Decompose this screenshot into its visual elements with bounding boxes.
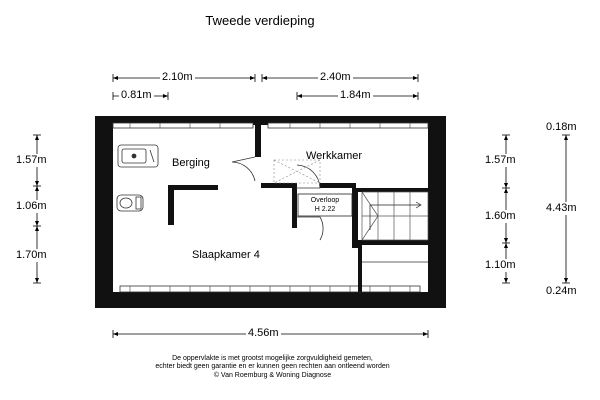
windows (113, 123, 428, 292)
wall-overloop-left (292, 183, 297, 228)
dim-left-3: 1.70m (16, 249, 47, 261)
wall-right (428, 116, 446, 308)
window-top-left (113, 123, 253, 128)
room-label-overloop: Overloop (310, 197, 340, 204)
washbasin-icon (118, 145, 158, 167)
wall-cupboard-left (358, 245, 362, 292)
dim-left-1: 1.57m (16, 154, 47, 166)
wall-berging-werkkamer (255, 125, 261, 157)
door-berging (232, 157, 255, 181)
disclaimer-line-2: echter biedt geen garantie en er kunnen geen rechten aan ontleend worden (155, 363, 390, 371)
room-label-slaapkamer: Slaapkamer 4 (192, 249, 260, 261)
dim-bottom-width: 4.56m (248, 327, 279, 339)
window-top-right (268, 123, 428, 128)
wall-overloop-right (352, 188, 358, 248)
wall-werkkamer-bottom-right (320, 183, 356, 188)
dim-right-2: 1.60m (485, 210, 516, 222)
wall-left (95, 116, 113, 308)
wall-berging-stub (168, 185, 174, 225)
disclaimer-line-3: © Van Roemburg & Woning Diagnose (213, 371, 332, 379)
disclaimer-line-1: De oppervlakte is met grootst mogelijke zorgvuldigheid gemeten, (172, 355, 373, 362)
disclaimer (0, 355, 545, 380)
dim-right-3: 1.10m (485, 259, 516, 271)
door-slaapkamer (297, 217, 323, 240)
dim-far-right-bottom: 0.24m (546, 285, 577, 297)
wall-stair-bottom (358, 240, 428, 245)
toilet-icon (117, 195, 143, 211)
werkkamer-hatch (274, 160, 320, 183)
staircase (362, 192, 428, 240)
door-werkkamer (296, 165, 320, 188)
wall-bottom (95, 292, 446, 308)
dim-top-right-inner: 1.84m (340, 89, 371, 101)
dim-top-right-width: 2.40m (320, 71, 351, 83)
dim-far-right-total: 4.43m (546, 202, 577, 214)
dim-top-left-offset: 0.81m (121, 89, 152, 101)
dim-right-1: 1.57m (485, 154, 516, 166)
dim-left-2: 1.06m (16, 200, 47, 212)
room-label-werkkamer: Werkkamer (306, 150, 363, 162)
overloop-height: H 2.22 (314, 206, 336, 213)
dim-top-left-width: 2.10m (162, 71, 193, 83)
wall-werkkamer-bottom-left (261, 183, 296, 188)
page-title: Tweede verdieping (205, 13, 315, 28)
wall-stair-top (358, 188, 428, 192)
dim-far-right-top: 0.18m (546, 121, 577, 133)
room-label-berging: Berging (172, 157, 210, 169)
wall-berging-bottom (168, 185, 218, 190)
